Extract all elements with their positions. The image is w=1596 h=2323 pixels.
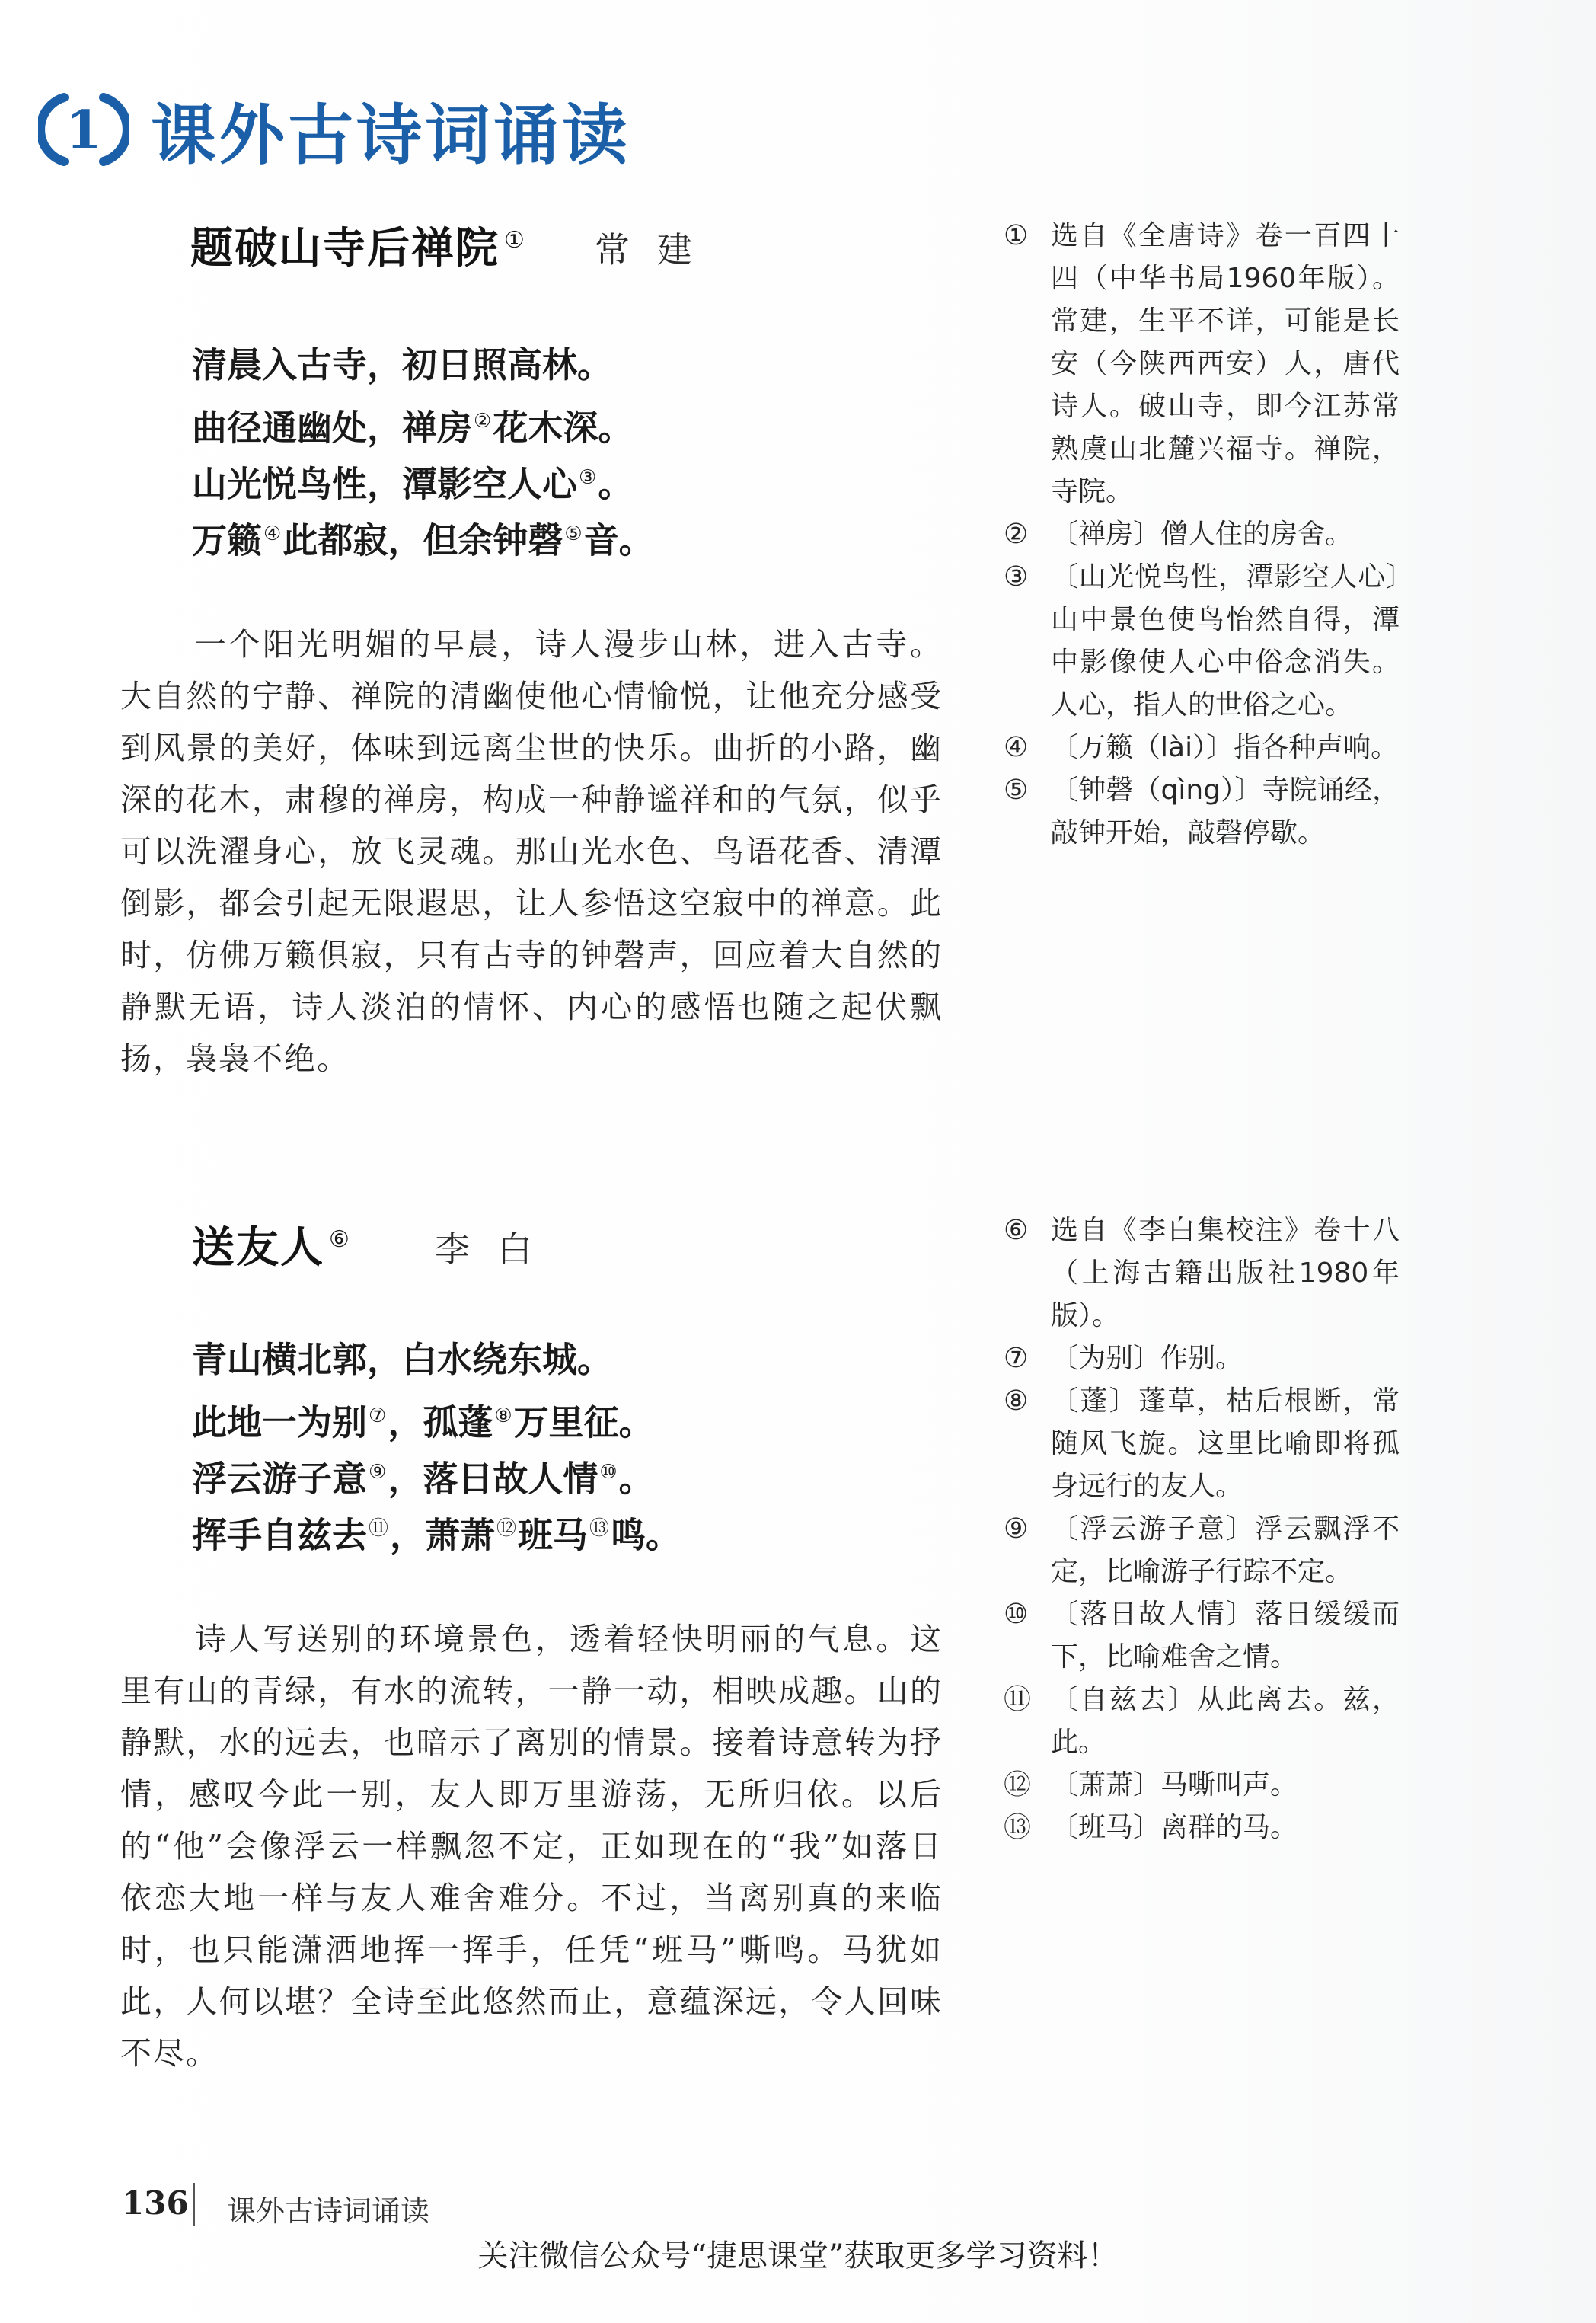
- note-reference: ⑫: [496, 1517, 517, 1540]
- footnote-text: 〔为别〕作别。: [1051, 1343, 1243, 1374]
- footnote: [1004, 215, 1400, 513]
- footnote: [1004, 1593, 1400, 1679]
- section-header: [38, 76, 630, 183]
- poem1-notes: [1004, 215, 1400, 855]
- poem2-notes: [1004, 1209, 1400, 1849]
- poem-line: [192, 1500, 681, 1557]
- poem-line-text: 清晨入古寺，初日照高林。: [192, 344, 612, 385]
- section-number-badge: [38, 84, 129, 175]
- footnote-number: ④: [1004, 732, 1029, 763]
- poem-line: [192, 1444, 681, 1500]
- poem-line-text: 青山横北郭，白水绕东城。: [192, 1339, 612, 1380]
- footnote-text: 〔蓬〕蓬草，枯后根断，常随风飞旋。这里比喻即将孤身远行的友人。: [1051, 1385, 1400, 1502]
- poem1-title-note: ①: [504, 227, 526, 254]
- note-reference: ⑦: [369, 1404, 387, 1427]
- footer-section-name: 课外古诗词诵读: [227, 2194, 430, 2228]
- poem2-title-row: [192, 1214, 560, 1275]
- note-reference: ⑧: [494, 1404, 512, 1427]
- poem-line-text: 万里征。: [513, 1401, 654, 1443]
- note-reference: ④: [263, 522, 282, 545]
- footnote: [1004, 1337, 1400, 1380]
- footnote-number: ⑫: [1004, 1769, 1032, 1801]
- poem1-title-row: [190, 215, 720, 276]
- footnote-number: ⑧: [1004, 1385, 1029, 1417]
- footnote: [1004, 1209, 1400, 1337]
- footnote-text: 〔班马〕离群的马。: [1051, 1812, 1298, 1843]
- footnote-number: ⑬: [1004, 1812, 1032, 1843]
- poem-line-text: 此都寂，但余钟磬: [282, 519, 563, 561]
- poem-line-text: 山光悦鸟性，潭影空人心: [192, 463, 577, 505]
- poem1-author: 常建: [594, 229, 720, 270]
- poem1-commentary: 一个阳光明媚的早晨，诗人漫步山林，进入古寺。大自然的宁静、禅院的清幽使他心情愉悦，让他充分感受到风景的美好，体味到远离尘世的快乐。曲折的小路，幽深的花木，肃穆的禅房，构成一种静谧祥和的气氛，似乎可以洗濯身心，放飞灵魂。那山光水色、鸟语花香、清潭倒影，都会引起无限遐思，让人参悟这空寂中的禅意。此时，仿佛万籁俱寂，只有古寺的钟磬声，回应着大自然的静默无语，诗人淡泊的情怀、内心的感悟也随之起伏飘扬，袅袅不绝。: [120, 626, 943, 1077]
- poem-line-text: 。: [598, 463, 634, 505]
- footnote: [1004, 556, 1400, 727]
- footnote-number: ⑤: [1004, 775, 1029, 806]
- poem-line-text: ，萧萧: [390, 1514, 496, 1556]
- poem-line-text: ，孤蓬: [388, 1401, 493, 1443]
- footnote-text: 〔山光悦鸟性，潭影空人心〕山中景色使鸟怡然自得，潭中影像使人心中俗念消失。人心，指人的世俗之心。: [1051, 561, 1400, 721]
- footnote-number: ⑥: [1004, 1215, 1029, 1246]
- poem-line: [192, 337, 654, 393]
- section-title: 课外古诗词诵读: [151, 97, 630, 174]
- footnote-number: ⑨: [1004, 1513, 1029, 1545]
- note-reference: ⑤: [564, 522, 583, 545]
- note-reference: ②: [474, 410, 492, 433]
- poem-line: [192, 449, 654, 506]
- section-badge-icon: [38, 84, 129, 175]
- footnote-number: ⑪: [1004, 1684, 1032, 1715]
- poem-line-text: 挥手自兹去: [192, 1514, 367, 1556]
- footnote-text: 选自《李白集校注》卷十八（上海古籍出版社1980年版）。: [1051, 1215, 1400, 1331]
- poem-line-text: 万籁: [192, 519, 262, 561]
- note-reference: ⑪: [369, 1517, 389, 1540]
- poem1-body: [192, 337, 654, 562]
- footnote: [1004, 769, 1400, 855]
- footnote-text: 〔浮云游子意〕浮云飘浮不定，比喻游子行踪不定。: [1051, 1513, 1400, 1587]
- footnote-text: 〔钟磬（qìng）〕寺院诵经，敲钟开始，敲磬停歇。: [1051, 775, 1400, 848]
- footnote: [1004, 1380, 1400, 1508]
- poem-line-text: 浮云游子意: [192, 1458, 367, 1500]
- poem1-title: 题破山寺后禅院 ①: [190, 224, 526, 273]
- footnote-text: 〔万籁（lài）〕指各种声响。: [1051, 732, 1399, 763]
- footer-divider: [193, 2183, 195, 2226]
- poem2-commentary: 诗人写送别的环境景色，透着轻快明丽的气息。这里有山的青绿，有水的流转，一静一动，相映成趣。山的静默，水的远去，也暗示了离别的情景。接着诗意转为抒情，感叹今此一别，友人即万里游荡，无所归依。以后的“他”会像浮云一样飘忽不定，正如现在的“我”如落日依恋大地一样与友人难舍难分。不过，当离别真的来临时，也只能潇洒地挥一挥手，任凭“班马”嘶鸣。马犹如此，人何以堪？全诗至此悠然而止，意蕴深远，令人回味不尽。: [120, 1621, 943, 2072]
- footnote: [1004, 513, 1400, 556]
- poem2-title-note: ⑥: [329, 1226, 351, 1254]
- poem-line-text: 花木深。: [493, 407, 634, 449]
- footnote-text: 选自《全唐诗》卷一百四十四（中华书局1960年版）。常建，生平不详，可能是长安（今陕西西安）人，唐代诗人。破山寺，即今江苏常熟虞山北麓兴福寺。禅院，寺院。: [1051, 220, 1400, 507]
- poem2-body: [192, 1331, 681, 1557]
- footnote-text: 〔禅房〕僧人住的房舍。: [1051, 519, 1353, 550]
- poem-line: [192, 393, 654, 449]
- poem-line: [192, 506, 654, 562]
- watermark-text: 关注微信公众号“捷思课堂”获取更多学习资料！: [477, 2238, 1119, 2273]
- note-reference: ⑨: [369, 1461, 387, 1484]
- footnote-number: ②: [1004, 519, 1029, 550]
- footnote: [1004, 1807, 1400, 1849]
- poem-line-text: 鸣。: [611, 1514, 681, 1556]
- note-reference: ③: [579, 466, 597, 489]
- note-reference: ⑩: [599, 1461, 618, 1484]
- footnote-number: ⑦: [1004, 1343, 1029, 1374]
- poem2-author: 李白: [434, 1229, 560, 1270]
- poem-line: [192, 1388, 681, 1444]
- footnote-number: ①: [1004, 220, 1029, 251]
- poem-line: [192, 1331, 681, 1388]
- poem2-title: 送友人 ⑥: [192, 1223, 351, 1273]
- footnote-number: ③: [1004, 561, 1029, 593]
- page-number: 136: [122, 2184, 189, 2222]
- svg-text:1: 1: [65, 100, 102, 161]
- footnote: [1004, 727, 1400, 769]
- note-reference: ⑬: [589, 1517, 610, 1540]
- poem-line-text: 音。: [583, 519, 654, 561]
- poem-line-text: 曲径通幽处，禅房: [192, 407, 472, 449]
- poem-line-text: ，落日故人情: [388, 1458, 598, 1500]
- footnote-number: ⑩: [1004, 1599, 1029, 1630]
- footnote-text: 〔落日故人情〕落日缓缓而下，比喻难舍之情。: [1051, 1599, 1400, 1673]
- poem-line-text: 。: [618, 1458, 654, 1500]
- poem-line-text: 班马: [518, 1514, 589, 1556]
- footnote-text: 〔萧萧〕马嘶叫声。: [1051, 1769, 1298, 1801]
- footnote: [1004, 1764, 1400, 1807]
- footnote: [1004, 1508, 1400, 1593]
- footnote: [1004, 1679, 1400, 1764]
- footnote-text: 〔自兹去〕从此离去。兹，此。: [1051, 1684, 1400, 1758]
- poem-line-text: 此地一为别: [192, 1401, 367, 1443]
